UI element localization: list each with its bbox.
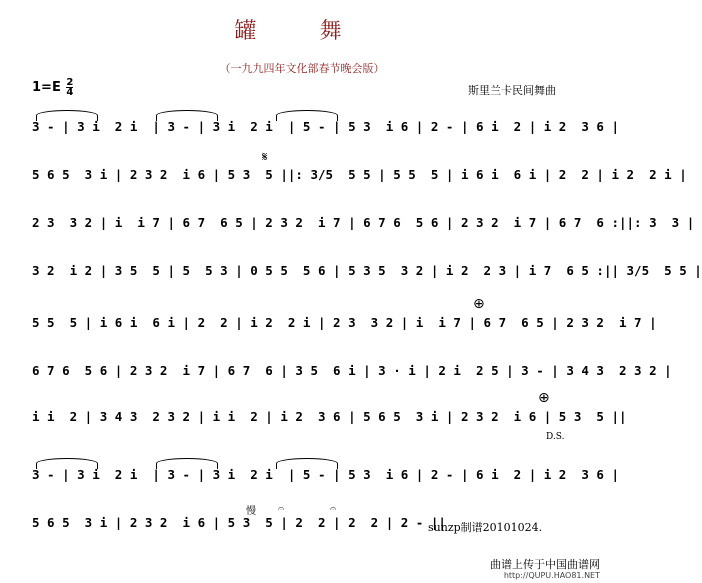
notation-row: 2 3 3 2 | i i 7 | 6 7 6 5 | 2 3 2 i 7 | 6 7 6 5 6 | 2 3 2 i 7 | 6 7 6 :||: 3 3 | (32, 215, 695, 230)
coda-icon: ⊕ (473, 296, 485, 312)
meter-bottom: 4 (66, 87, 74, 98)
key-signature (32, 78, 73, 97)
staff-row-6 (32, 362, 672, 386)
notation-row: i i 2 | 3 4 3 2 3 2 | i i 2 | i 2 3 6 | 5 6 5 3 i | 2 3 2 i 6 | 5 3 5 || (32, 409, 627, 424)
staff-row-7 (32, 408, 627, 432)
source-note: 斯里兰卡民间舞曲 (468, 84, 556, 97)
footer-line-1: 曲谱上传于中国曲谱网 (490, 558, 600, 571)
staff-row-3 (32, 214, 695, 238)
key-label: 1=E (32, 80, 61, 95)
fermata-icon: 𝄐 (278, 502, 285, 515)
tempo-mark: 慢 (246, 506, 256, 517)
notation-row: 5 5 5 | i 6 i 6 i | 2 2 | i 2 2 i | 2 3 3 2 | i i 7 | 6 7 6 5 | 2 3 2 i 7 | (32, 315, 657, 330)
segno-icon: 𝄋 (262, 150, 268, 165)
staff-row-8 (32, 466, 619, 490)
site-footer (490, 559, 600, 581)
staff-row-9 (32, 514, 446, 538)
time-signature (66, 78, 73, 97)
notation-row: 3 - | 3 i 2 i | 3 - | 3 i 2 i | 5 - | 5 3 i 6 | 2 - | 6 i 2 | i 2 3 6 | (32, 467, 619, 482)
coda-icon: ⊕ (538, 390, 550, 406)
notation-row: 6 7 6 5 6 | 2 3 2 i 7 | 6 7 6 | 3 5 6 i | 3 · i | 2 i 2 5 | 3 - | 3 4 3 2 3 2 | (32, 363, 672, 378)
notation-row: 3 - | 3 i 2 i | 3 - | 3 i 2 i | 5 - | 5 3 i 6 | 2 - | 6 i 2 | i 2 3 6 | (32, 119, 619, 134)
staff-row-4 (32, 262, 702, 286)
transcriber-credit: sunzp制谱20101024. (428, 521, 543, 534)
staff-row-2 (32, 166, 687, 190)
fermata-icon: 𝄐 (330, 502, 337, 515)
meter-top: 2 (66, 77, 74, 88)
notation-row: 5 6 5 3 i | 2 3 2 i 6 | 5 3 5 ||: 3/5 5 5 | 5 5 5 | i 6 i 6 i | 2 2 | i 2 2 i | (32, 167, 687, 182)
staff-row-5 (32, 314, 657, 338)
score-title: 罐 舞 (234, 19, 370, 44)
notation-row: 5 6 5 3 i | 2 3 2 i 6 | 5 3 5 | 2 2 | 2 2 | 2 - || (32, 515, 446, 530)
footer-url[interactable]: http://QUPU.HAO81.NET (503, 571, 600, 580)
score-subtitle: （一九九四年文化部春节晚会版） (219, 62, 385, 75)
staff-row-1 (32, 118, 619, 142)
notation-row: 3 2 i 2 | 3 5 5 | 5 5 3 | 0 5 5 5 6 | 5 3 5 3 2 | i 2 2 3 | i 7 6 5 :|| 3/5 5 5 | (32, 263, 702, 278)
da-segno-mark: D.S. (546, 432, 565, 442)
